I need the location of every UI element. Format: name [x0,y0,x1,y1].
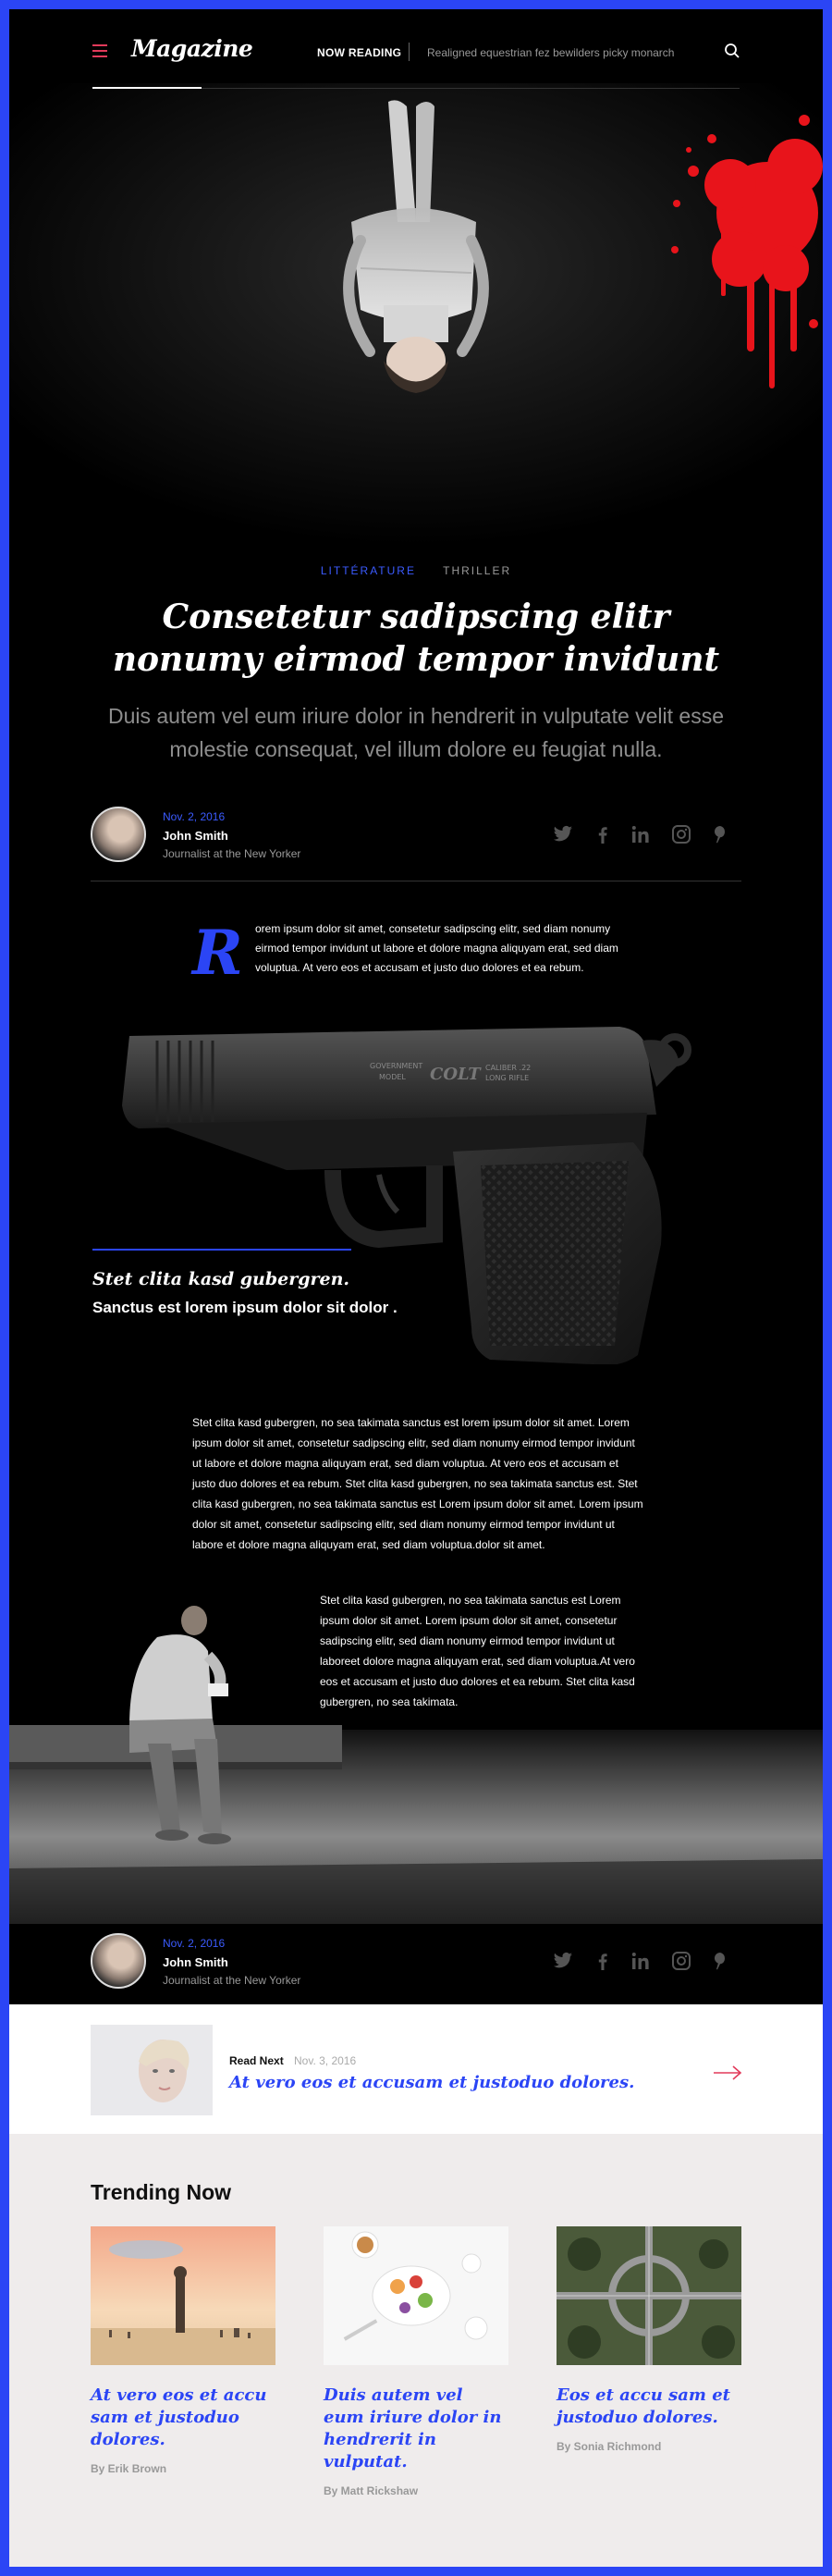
article-tags [9,564,823,577]
hero-image [9,83,823,546]
read-next-date: Nov. 3, 2016 [294,2054,357,2067]
food-image[interactable] [324,2226,508,2365]
gun-engraving-caliber: CALIBER .22 [485,1064,532,1072]
tag-thriller[interactable]: THRILLER [443,564,512,577]
page-frame [9,9,823,2567]
site-header [92,30,740,89]
social-share [538,825,730,847]
highway-image[interactable] [557,2226,741,2365]
trending-card-byline: By Matt Rickshaw [324,2484,419,2497]
article-title: Consetetur sadipscing elitr nonumy eirmod tempor invidunt [112,598,720,679]
read-next-title[interactable]: At vero eos et accusam et justoduo dolores. [229,2073,635,2092]
linkedin-icon[interactable] [631,825,652,844]
header-underline [92,87,202,89]
facebook-icon[interactable] [593,1952,613,1970]
author-name[interactable]: John Smith [163,1955,228,1969]
trending-card-title[interactable]: At vero eos et accu sam et justoduo dolores. [91,2385,267,2449]
facebook-icon[interactable] [593,825,613,844]
pinterest-icon[interactable] [710,1952,730,1970]
now-reading-title[interactable]: Realigned equestrian fez bewilders picky monarch [427,46,675,59]
avatar[interactable] [91,1933,146,1989]
side-paragraph: Stet clita kasd gubergren, no sea takimata sanctus est Lorem ipsum dolor sit amet. Lorem ipsum dolor sit amet, consetetur sadipscing elitr, sed diam nonumy eirmod tempor invidunt ut laboreet dolore magna aliquyam erat, sed diam voluptua.At vero eos et accusam et justo duo dolores et ea rebum. Stet clita kasd gubergren, no sea takimata. [320,1594,635,1708]
now-reading-separator [409,43,410,61]
gun-engraving-colt: COLT [430,1065,481,1084]
gun-engraving-model: MODEL [379,1073,406,1081]
trending-card[interactable] [324,2226,508,2497]
footer-divider [91,1917,741,1918]
instagram-icon[interactable] [671,825,691,844]
trending-card-byline: By Erik Brown [91,2462,167,2475]
author-role: Journalist at the New Yorker [163,1974,301,1987]
now-reading-label: NOW READING [317,46,402,59]
read-next-label: Read Next [229,2054,284,2067]
read-next-thumbnail[interactable] [91,2025,213,2115]
author-block [91,807,741,864]
trending-card[interactable] [91,2226,275,2475]
gun-engraving-government: GOVERNMENT [370,1062,423,1070]
author-role: Journalist at the New Yorker [163,847,301,860]
trending-card-title[interactable]: Eos et accu sam et justoduo dolores. [557,2385,730,2427]
hero-text [9,564,823,766]
trending-card-title[interactable]: Duis autem vel eum iriure dolor in hendrerit in vulputat. [324,2385,502,2471]
linkedin-icon[interactable] [631,1952,652,1970]
gun-engraving-long-rifle: LONG RIFLE [485,1074,530,1082]
body-paragraph: Stet clita kasd gubergren, no sea takimata sanctus est lorem ipsum dolor sit amet. Lorem ipsum dolor sit amet, consetetur sadipscing elitr, sed diam nonumy eirmod tempor invidunt ut labore et dolore magna aliquyam erat, sed diam voluptua. At vero eos et accusam et justo duo dolores et ea rebum. Stet clita kasd gubergren, no sea takimata sanctus est. Stet clita kasd gubergren, no sea takimata sanctus est Lorem ipsum dolor sit amet. Lorem ipsum dolor sit amet, consetetur sadipscing elitr, sed diam nonumy eirmod tempor invidunt ut labore et dolore magna aliquyam erat, sed diam voluptua.dolor sit amet. [192,1416,643,1551]
arrow-right-icon[interactable] [712,2064,743,2082]
intro-paragraph: orem ipsum dolor sit amet, consetetur sadipscing elitr, sed diam nonumy eirmod tempor invidunt ut labore et dolore magna aliquyam erat, sed diam voluptua. At vero eos et accusam et justo duo dolores et ea rebum. [255,922,618,974]
avatar[interactable] [91,807,146,862]
author-block-footer [91,1933,741,1991]
trending-card[interactable] [557,2226,741,2453]
pull-quote: Stet clita kasd gubergren. [92,1269,350,1289]
pull-quote-sub: Sanctus est lorem ipsum dolor sit dolor . [92,1299,398,1316]
header-divider [202,88,740,89]
trending-card-byline: By Sonia Richmond [557,2440,662,2453]
trending-heading: Trending Now [91,2180,232,2204]
menu-icon[interactable] [92,44,107,57]
tag-litterature[interactable]: LITTÉRATURE [320,564,416,577]
social-share [538,1952,730,1974]
brand-logo[interactable]: Magazine [131,35,253,62]
twitter-icon[interactable] [553,1952,573,1970]
author-name[interactable]: John Smith [163,829,228,843]
read-next-card[interactable] [9,2004,823,2134]
twitter-icon[interactable] [553,825,573,844]
instagram-icon[interactable] [671,1952,691,1970]
pull-quote-line [92,1249,351,1251]
author-date: Nov. 2, 2016 [163,810,226,823]
search-icon[interactable] [724,43,740,59]
pinterest-icon[interactable] [710,825,730,844]
desert-image[interactable] [91,2226,275,2365]
article-subtitle: Duis autem vel eum iriure dolor in hendrerit in vulputate velit esse molestie consequat, vel illum dolore eu feugiat nulla. [107,704,725,761]
author-date: Nov. 2, 2016 [163,1937,226,1950]
drop-cap: R [192,917,243,989]
trending-section [9,2134,823,2567]
